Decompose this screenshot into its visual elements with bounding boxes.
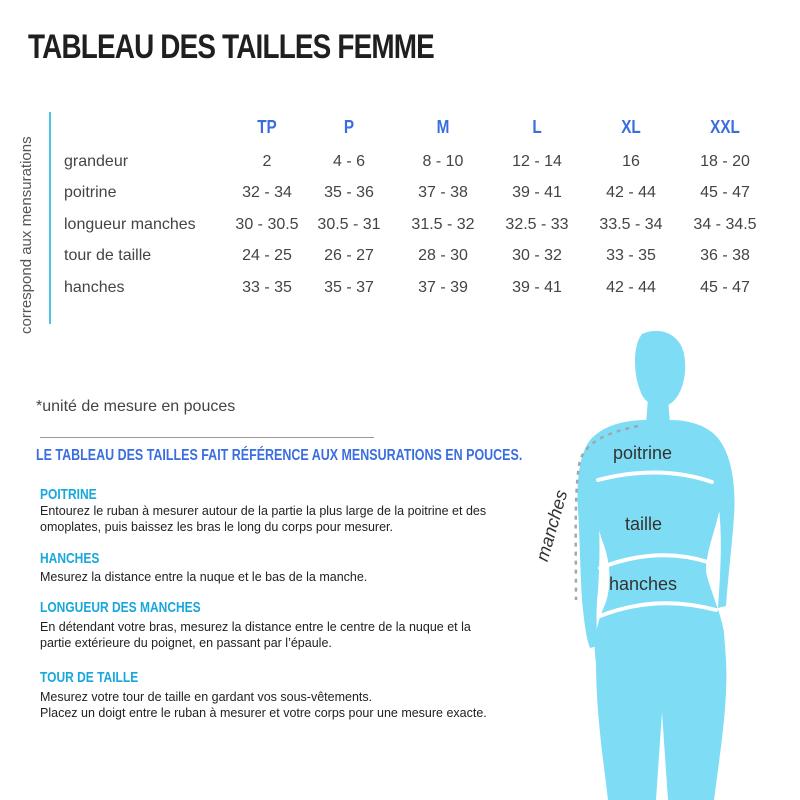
section-line: Entourez le ruban à mesurer autour de la partie la plus large de la poitrine et des [40,504,487,518]
table-cell: 33 - 35 [606,247,656,265]
table-cell: 2 [262,152,272,170]
unit-note: *unité de mesure en pouces [36,398,236,415]
table-cell: 24 - 25 [242,247,292,265]
section-title-longueur-manches: LONGUEUR DES MANCHES [40,599,201,616]
table-cell: 18 - 20 [700,152,750,170]
table-cell: 32.5 - 33 [505,215,569,233]
row-label: grandeur [64,152,129,170]
page-title: TABLEAU DES TAILLES FEMME [28,28,434,66]
section-title-tour-de-taille: TOUR DE TAILLE [40,669,139,686]
table-cell: 35 - 36 [324,184,374,202]
table-cell: 30 - 32 [512,247,562,265]
section-title-hanches: HANCHES [40,550,100,567]
table-cell: 42 - 44 [606,184,656,202]
row-label: longueur manches [64,215,196,233]
table-row [64,241,772,273]
table-cell: 45 - 47 [700,278,750,296]
size-header-xl: XL [621,116,641,137]
table-cell: 37 - 39 [418,278,468,296]
table-row [64,272,772,304]
table-row [64,146,772,178]
size-header-row [64,108,772,146]
table-cell: 4 - 6 [332,152,365,170]
section-line: En détendant votre bras, mesurez la distance entre le centre de la nuque et la [40,620,471,634]
section-text-hanches [40,569,500,585]
section-line: Mesurez votre tour de taille en gardant vos sous-vêtements. [40,690,373,704]
table-cell: 39 - 41 [512,184,562,202]
row-label: poitrine [64,184,117,202]
figure-label-taille: taille [625,514,663,534]
table-cell: 42 - 44 [606,278,656,296]
table-cell: 34 - 34.5 [693,215,757,233]
table-cell: 30.5 - 31 [317,215,381,233]
table-cell: 37 - 38 [418,184,468,202]
figure-label-manches: manches [532,487,572,564]
table-cell: 33.5 - 34 [599,215,663,233]
figure-label-hanches: hanches [609,574,678,594]
table-cell: 8 - 10 [422,152,464,170]
figure-label-poitrine: poitrine [613,443,673,463]
table-cell: 36 - 38 [700,247,750,265]
size-header-l: L [532,116,542,137]
row-label: tour de taille [64,247,152,265]
table-side-label: correspond aux mensurations [18,136,35,334]
section-text-tour-de-taille [40,689,500,721]
section-line: Mesurez la distance entre la nuque et le bas de la manche. [40,570,368,584]
row-label: hanches [64,278,125,296]
section-line: omoplates, puis baissez les bras le long du corps pour mesurer. [40,520,393,534]
table-cell: 28 - 30 [418,247,468,265]
table-cell: 31.5 - 32 [411,215,475,233]
divider [40,437,374,438]
size-table [64,108,772,304]
table-cell: 39 - 41 [512,278,562,296]
size-header-xxl: XXL [710,116,740,137]
size-header-m: M [436,116,450,137]
table-cell: 12 - 14 [512,152,562,170]
table-cell: 26 - 27 [324,247,374,265]
reference-title: LE TABLEAU DES TAILLES FAIT RÉFÉRENCE AUX MENSURATIONS EN POUCES. [36,447,523,464]
size-header-tp: TP [257,116,277,137]
table-cell: 32 - 34 [242,184,292,202]
table-row [64,209,772,241]
size-header-p: P [343,116,355,137]
table-cell: 45 - 47 [700,184,750,202]
table-row [64,178,772,210]
table-cell: 16 [622,152,640,170]
section-text-poitrine [40,503,500,535]
section-line: Placez un doigt entre le ruban à mesurer et votre corps pour une mesure exacte. [40,706,487,720]
table-cell: 30 - 30.5 [235,215,299,233]
section-title-poitrine: POITRINE [40,486,97,503]
table-side-divider [49,112,51,324]
table-cell: 33 - 35 [242,278,292,296]
table-cell: 35 - 37 [324,278,374,296]
section-line: partie extérieure du poignet, en passant par l’épaule. [40,636,332,650]
section-text-longueur-manches [40,619,500,651]
